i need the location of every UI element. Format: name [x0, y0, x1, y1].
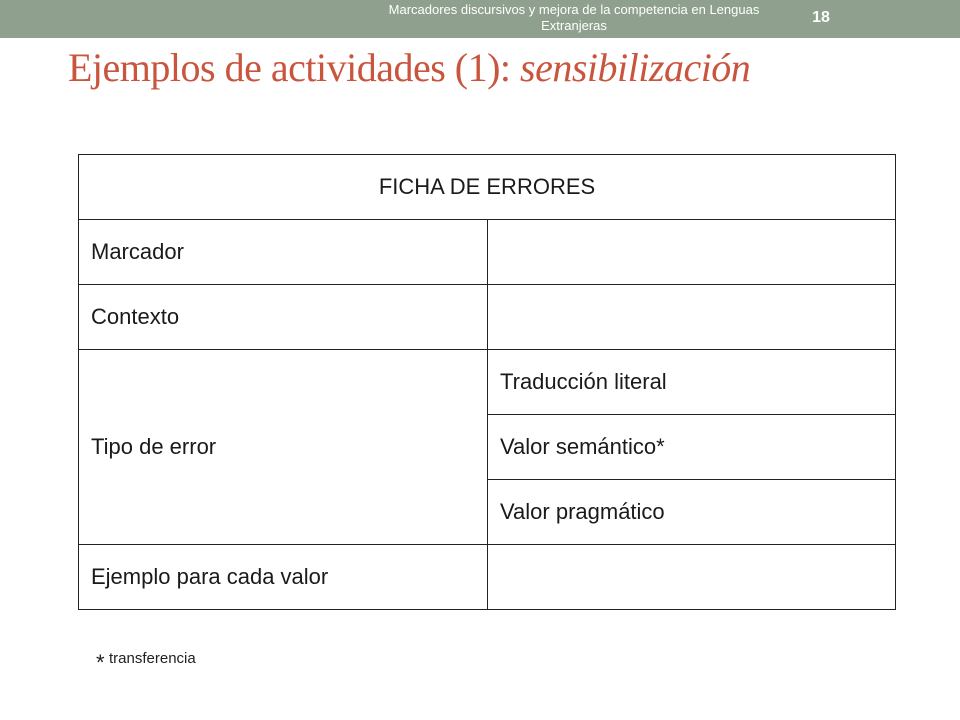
empty-cell: [488, 220, 896, 285]
table-row: [79, 350, 896, 415]
row-label-marcador: Marcador: [79, 220, 488, 285]
slide-title-main: Ejemplos de actividades (1):: [68, 45, 521, 90]
table-row: [79, 285, 896, 350]
header-bar: [0, 0, 960, 38]
error-sheet-table: [78, 154, 896, 610]
footnote-symbol: *: [96, 650, 105, 675]
table-row: [79, 220, 896, 285]
slide-title: [68, 44, 750, 92]
row-label-ejemplo: Ejemplo para cada valor: [79, 545, 488, 610]
running-title: Marcadores discursivos y mejora de la competencia en Lenguas Extranjeras: [388, 2, 760, 33]
row-label-contexto: Contexto: [79, 285, 488, 350]
tipo-option: Traducción literal: [488, 350, 896, 415]
empty-cell: [488, 285, 896, 350]
tipo-option: Valor pragmático: [488, 480, 896, 545]
tipo-option: Valor semántico*: [488, 415, 896, 480]
footnote-text: transferencia: [109, 650, 196, 667]
slide-title-emphasis: sensibilización: [520, 45, 751, 90]
table-row: [79, 545, 896, 610]
table-row: [79, 155, 896, 220]
empty-cell: [488, 545, 896, 610]
table-heading: FICHA DE ERRORES: [79, 155, 896, 220]
slide-number: 18: [812, 9, 830, 26]
row-label-tipo-error: Tipo de error: [79, 350, 488, 545]
footnote: [96, 650, 196, 676]
